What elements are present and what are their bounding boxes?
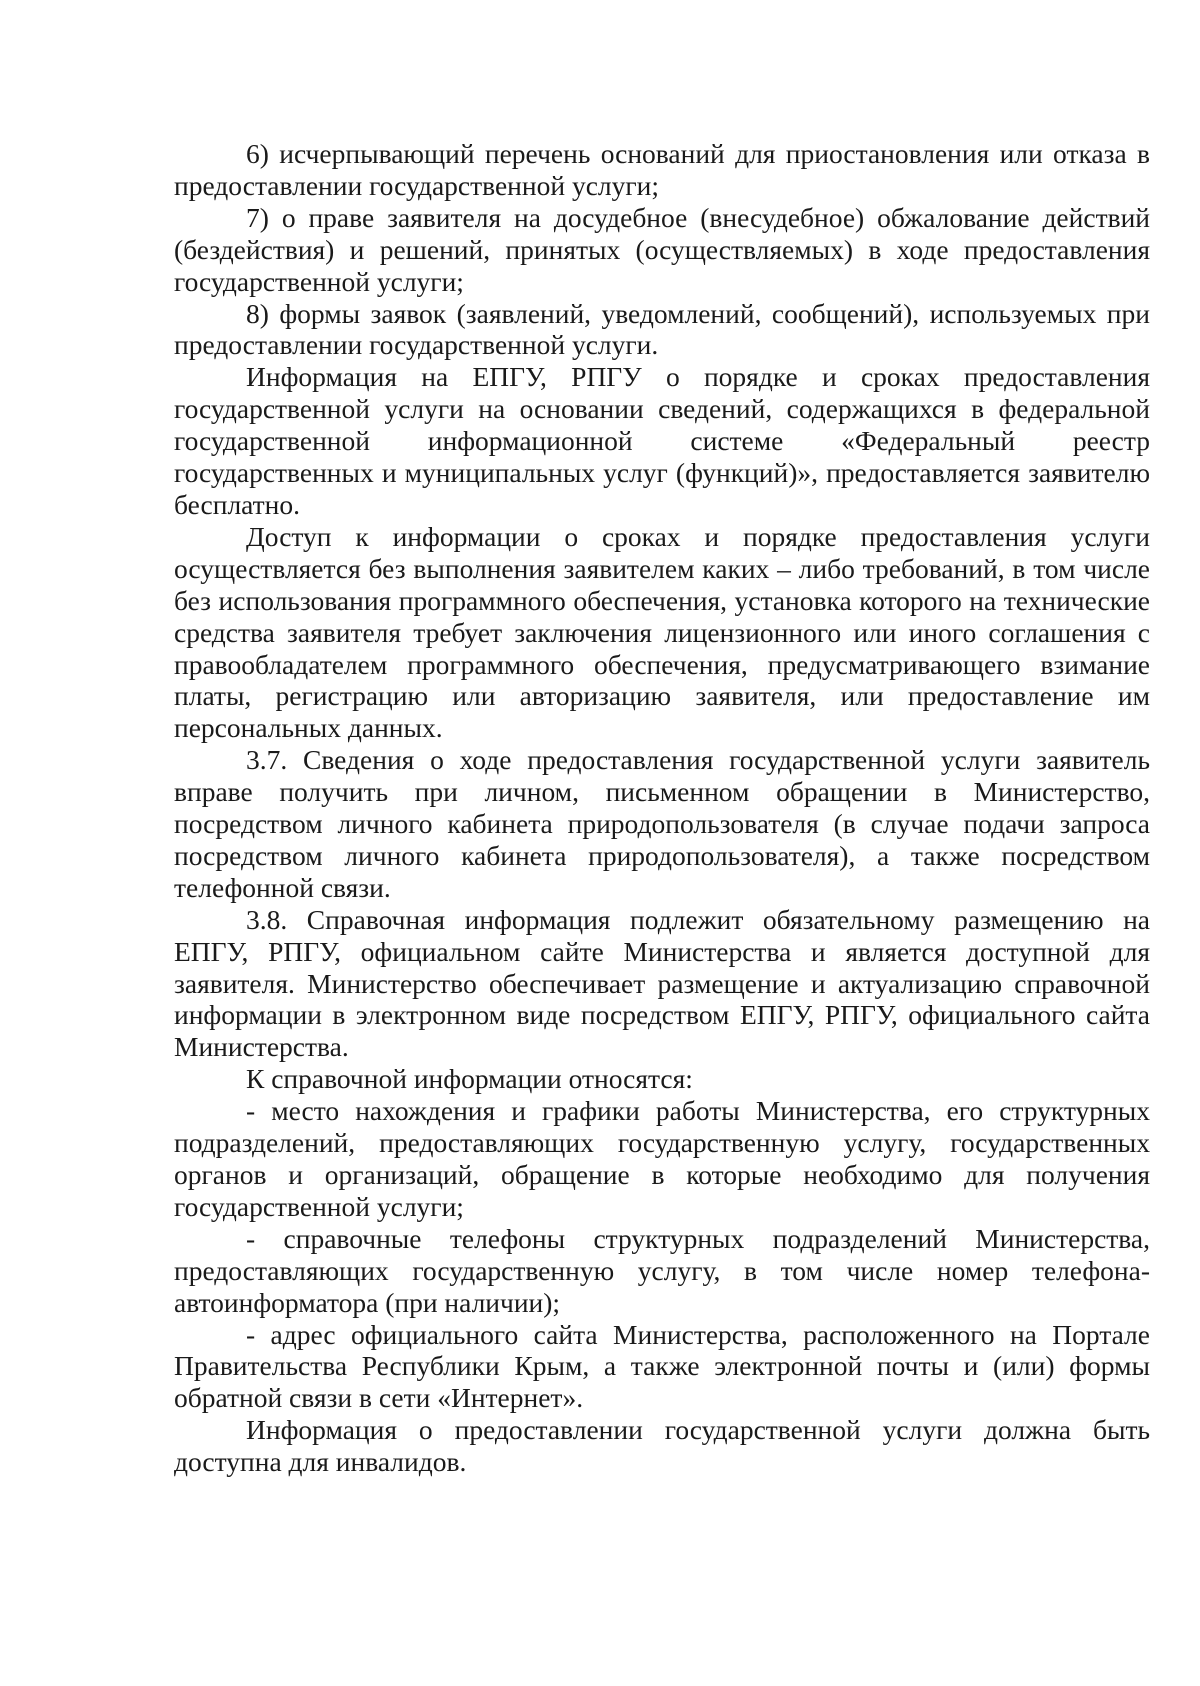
paragraph-access-to-information: Доступ к информации о сроках и порядке предоставления услуги осуществляется без выполнения заявителем каких – либо требований, в том числе без использования программного обеспечения, установка которого на технические средства заявителя требует заключения лицензионного или иного соглашения с правообладателем программного обеспечения, предусматривающего взимание платы, регистрацию или авторизацию заявителя, или предоставление им персональных данных. <box>174 520 1150 744</box>
list-item-website-address: - адрес официального сайта Министерства, расположенного на Портале Правительства Республики Крым, а также электронной почты и (или) формы обратной связи в сети «Интернет». <box>174 1318 1150 1414</box>
list-item-reference-phones: - справочные телефоны структурных подразделений Министерства, предоставляющих государственную услугу, в том числе номер телефона-автоинформатора (при наличии); <box>174 1222 1150 1318</box>
paragraph-information-free: Информация на ЕПГУ, РПГУ о порядке и сроках предоставления государственной услуги на основании сведений, содержащихся в федеральной государственной информационной системе «Федеральный реестр государственных и муниципальных услуг (функций)», предоставляется заявителю бесплатно. <box>174 361 1150 520</box>
document-body <box>174 138 1150 1478</box>
paragraph-accessibility: Информация о предоставлении государственной услуги должна быть доступна для инвалидов. <box>174 1414 1150 1478</box>
paragraph-section-3-8: 3.8. Справочная информация подлежит обязательному размещению на ЕПГУ, РПГУ, официальном сайте Министерства и является доступной для заявителя. Министерство обеспечивает размещение и актуализацию справочной информации в электронном виде посредством ЕПГУ, РПГУ, официального сайта Министерства. <box>174 903 1150 1063</box>
paragraph-item-8: 8) формы заявок (заявлений, уведомлений, сообщений), используемых при предоставлении государственной услуги. <box>174 297 1150 361</box>
paragraph-item-6: 6) исчерпывающий перечень оснований для приостановления или отказа в предоставлении государственной услуги; <box>174 138 1150 201</box>
paragraph-item-7: 7) о праве заявителя на досудебное (внесудебное) обжалование действий (бездействия) и решений, принятых (осуществляемых) в ходе предоставления государственной услуги; <box>174 201 1150 297</box>
paragraph-section-3-7: 3.7. Сведения о ходе предоставления государственной услуги заявитель вправе получить при личном, письменном обращении в Министерство, посредством личного кабинета природопользователя (в случае подачи запроса посредством личного кабинета природопользователя), а также посредством телефонной связи. <box>174 744 1150 903</box>
list-item-location-schedule: - место нахождения и графики работы Министерства, его структурных подразделений, предоставляющих государственную услугу, государственных органов и организаций, обращение в которые необходимо для получения государственной услуги; <box>174 1095 1150 1222</box>
paragraph-reference-info-heading: К справочной информации относятся: <box>246 1063 693 1095</box>
